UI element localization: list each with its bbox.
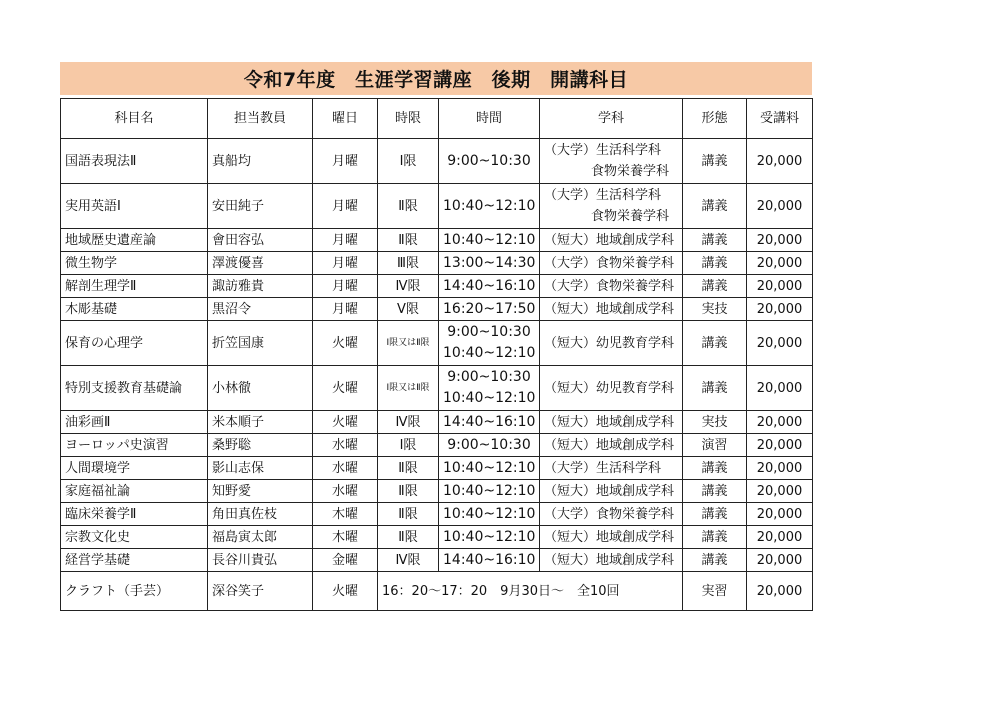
col-header-day: 曜日 bbox=[313, 99, 378, 139]
dept-value: （短大）地域創成学科 bbox=[544, 552, 675, 568]
form-cell: 講義 bbox=[683, 457, 747, 480]
dept-value: （大学）生活科学科 bbox=[544, 460, 662, 476]
time-cell bbox=[439, 252, 540, 275]
day-cell: 木曜 bbox=[313, 503, 378, 526]
time-value: 13:00~14:30 bbox=[443, 254, 536, 271]
table-row bbox=[61, 184, 813, 229]
time-value: 10:40~12:10 bbox=[443, 231, 536, 248]
subject-cell: 国語表現法Ⅱ bbox=[61, 139, 208, 184]
time-value: 10:40~12:10 bbox=[443, 528, 536, 545]
time-value: 10:40~12:10 bbox=[443, 459, 536, 476]
period-cell: Ⅲ限 bbox=[378, 252, 439, 275]
period-cell: Ⅰ限 bbox=[378, 434, 439, 457]
dept-value: （短大）地域創成学科 bbox=[544, 437, 675, 453]
dept-cell bbox=[540, 139, 683, 184]
period-cell: Ⅰ限 bbox=[378, 139, 439, 184]
time-value: 14:40~16:10 bbox=[443, 277, 536, 294]
teacher-cell: 長谷川貴弘 bbox=[208, 549, 313, 572]
col-header-teacher: 担当教員 bbox=[208, 99, 313, 139]
form-cell: 実技 bbox=[683, 411, 747, 434]
dept-value: （短大）地域創成学科 bbox=[544, 301, 675, 317]
time-value: 9:00~10:30 bbox=[447, 436, 531, 453]
col-header-form: 形態 bbox=[683, 99, 747, 139]
subject-cell: 特別支援教育基礎論 bbox=[61, 366, 208, 411]
subject-cell: 人間環境学 bbox=[61, 457, 208, 480]
time-value: 10:40~12:10 bbox=[443, 390, 536, 406]
teacher-cell: 角田真佐枝 bbox=[208, 503, 313, 526]
teacher-cell: 米本順子 bbox=[208, 411, 313, 434]
fee-cell: 20,000 bbox=[747, 229, 813, 252]
dept-cell bbox=[540, 503, 683, 526]
dept-cell bbox=[540, 526, 683, 549]
time-cell bbox=[439, 139, 540, 184]
day-cell: 水曜 bbox=[313, 434, 378, 457]
dept-cell bbox=[540, 457, 683, 480]
time-cell bbox=[439, 321, 540, 366]
col-header-time: 時間 bbox=[439, 99, 540, 139]
period-cell: Ⅱ限 bbox=[378, 184, 439, 229]
time-cell bbox=[439, 480, 540, 503]
day-cell: 金曜 bbox=[313, 549, 378, 572]
fee-cell: 20,000 bbox=[747, 139, 813, 184]
dept-value: （短大）地域創成学科 bbox=[544, 414, 675, 430]
time-cell bbox=[439, 434, 540, 457]
course-table bbox=[60, 98, 813, 611]
time-value: 16:20~17:50 bbox=[443, 300, 536, 317]
table-row bbox=[61, 434, 813, 457]
teacher-cell: 深谷笑子 bbox=[208, 572, 313, 611]
day-cell: 月曜 bbox=[313, 229, 378, 252]
form-cell: 実習 bbox=[683, 572, 747, 611]
teacher-cell: 折笠国康 bbox=[208, 321, 313, 366]
form-cell: 講義 bbox=[683, 549, 747, 572]
table-row bbox=[61, 321, 813, 366]
dept-cell bbox=[540, 411, 683, 434]
teacher-cell: 真船均 bbox=[208, 139, 313, 184]
time-value: 10:40~12:10 bbox=[443, 505, 536, 522]
period-cell: Ⅱ限 bbox=[378, 526, 439, 549]
form-cell: 講義 bbox=[683, 184, 747, 229]
fee-cell: 20,000 bbox=[747, 434, 813, 457]
subject-cell: 実用英語Ⅰ bbox=[61, 184, 208, 229]
dept-value: 食物栄養学科 bbox=[591, 164, 670, 179]
period-cell: Ⅱ限 bbox=[378, 229, 439, 252]
fee-cell: 20,000 bbox=[747, 321, 813, 366]
day-cell: 月曜 bbox=[313, 184, 378, 229]
fee-cell: 20,000 bbox=[747, 298, 813, 321]
form-cell: 実技 bbox=[683, 298, 747, 321]
form-cell: 講義 bbox=[683, 480, 747, 503]
dept-value: （短大）幼児教育学科 bbox=[544, 380, 675, 396]
dept-value: 食物栄養学科 bbox=[591, 209, 670, 224]
time-value: 14:40~16:10 bbox=[443, 413, 536, 430]
table-row bbox=[61, 549, 813, 572]
dept-value: （大学）生活科学科 bbox=[544, 143, 662, 158]
day-cell: 月曜 bbox=[313, 298, 378, 321]
teacher-cell: 影山志保 bbox=[208, 457, 313, 480]
day-cell: 月曜 bbox=[313, 252, 378, 275]
time-cell bbox=[439, 457, 540, 480]
time-value: 9:00~10:30 bbox=[447, 369, 531, 385]
subject-cell: 微生物学 bbox=[61, 252, 208, 275]
form-cell: 講義 bbox=[683, 139, 747, 184]
header-row bbox=[61, 99, 813, 139]
day-cell: 月曜 bbox=[313, 139, 378, 184]
teacher-cell: 安田純子 bbox=[208, 184, 313, 229]
dept-value: （大学）食物栄養学科 bbox=[544, 278, 675, 294]
day-cell: 水曜 bbox=[313, 480, 378, 503]
period-cell: Ⅳ限 bbox=[378, 549, 439, 572]
day-cell: 木曜 bbox=[313, 526, 378, 549]
dept-cell bbox=[540, 549, 683, 572]
subject-cell: 経営学基礎 bbox=[61, 549, 208, 572]
time-value: 10:40~12:10 bbox=[443, 197, 536, 214]
time-cell bbox=[439, 298, 540, 321]
fee-cell: 20,000 bbox=[747, 526, 813, 549]
time-value: 10:40~12:10 bbox=[443, 345, 536, 361]
period-cell: Ⅱ限 bbox=[378, 457, 439, 480]
dept-value: （大学）食物栄養学科 bbox=[544, 255, 675, 271]
dept-value: （短大）地域創成学科 bbox=[544, 529, 675, 545]
day-cell: 月曜 bbox=[313, 275, 378, 298]
fee-cell: 20,000 bbox=[747, 572, 813, 611]
form-cell: 講義 bbox=[683, 275, 747, 298]
subject-cell: 木彫基礎 bbox=[61, 298, 208, 321]
subject-cell: 解剖生理学Ⅱ bbox=[61, 275, 208, 298]
teacher-cell: 福島寅太郎 bbox=[208, 526, 313, 549]
table-row bbox=[61, 275, 813, 298]
dept-cell bbox=[540, 321, 683, 366]
col-header-fee: 受講料 bbox=[747, 99, 813, 139]
day-cell: 火曜 bbox=[313, 366, 378, 411]
form-cell: 講義 bbox=[683, 526, 747, 549]
dept-value: （短大）地域創成学科 bbox=[544, 483, 675, 499]
page-title: 令和7年度 生涯学習講座 後期 開講科目 bbox=[60, 62, 812, 95]
time-cell bbox=[439, 366, 540, 411]
table-row bbox=[61, 526, 813, 549]
col-header-dept: 学科 bbox=[540, 99, 683, 139]
dept-value: （大学）生活科学科 bbox=[544, 188, 662, 203]
form-cell: 講義 bbox=[683, 252, 747, 275]
subject-cell: クラフト（手芸） bbox=[61, 572, 208, 611]
time-cell bbox=[439, 411, 540, 434]
dept-value: （大学）食物栄養学科 bbox=[544, 506, 675, 522]
teacher-cell: 小林徹 bbox=[208, 366, 313, 411]
time-value: 9:00~10:30 bbox=[447, 152, 531, 169]
fee-cell: 20,000 bbox=[747, 503, 813, 526]
dept-value: （短大）地域創成学科 bbox=[544, 232, 675, 248]
day-cell: 火曜 bbox=[313, 411, 378, 434]
subject-cell: 保育の心理学 bbox=[61, 321, 208, 366]
day-cell: 火曜 bbox=[313, 572, 378, 611]
fee-cell: 20,000 bbox=[747, 457, 813, 480]
period-cell: Ⅰ限又はⅡ限 bbox=[378, 366, 439, 411]
fee-cell: 20,000 bbox=[747, 549, 813, 572]
col-header-subject: 科目名 bbox=[61, 99, 208, 139]
subject-cell: 臨床栄養学Ⅱ bbox=[61, 503, 208, 526]
dept-cell bbox=[540, 229, 683, 252]
time-value: 14:40~16:10 bbox=[443, 551, 536, 568]
fee-cell: 20,000 bbox=[747, 480, 813, 503]
time-cell bbox=[439, 526, 540, 549]
subject-cell: 家庭福祉論 bbox=[61, 480, 208, 503]
dept-cell bbox=[540, 434, 683, 457]
period-cell: Ⅳ限 bbox=[378, 411, 439, 434]
table-row bbox=[61, 229, 813, 252]
time-cell bbox=[439, 503, 540, 526]
time-cell bbox=[439, 184, 540, 229]
dept-value: （短大）幼児教育学科 bbox=[544, 335, 675, 351]
dept-cell bbox=[540, 184, 683, 229]
table-row bbox=[61, 411, 813, 434]
period-cell: Ⅳ限 bbox=[378, 275, 439, 298]
teacher-cell: 會田容弘 bbox=[208, 229, 313, 252]
form-cell: 講義 bbox=[683, 503, 747, 526]
dept-cell bbox=[540, 298, 683, 321]
time-cell bbox=[439, 275, 540, 298]
dept-cell bbox=[540, 275, 683, 298]
time-cell bbox=[439, 549, 540, 572]
fee-cell: 20,000 bbox=[747, 252, 813, 275]
table-row bbox=[61, 503, 813, 526]
time-cell bbox=[439, 229, 540, 252]
fee-cell: 20,000 bbox=[747, 275, 813, 298]
teacher-cell: 桑野聡 bbox=[208, 434, 313, 457]
period-cell: Ⅰ限又はⅡ限 bbox=[378, 321, 439, 366]
period-cell: Ⅱ限 bbox=[378, 503, 439, 526]
table-row bbox=[61, 457, 813, 480]
table-row bbox=[61, 139, 813, 184]
schedule-note-cell: 16：20～17：20 9月30日～ 全10回 bbox=[378, 572, 683, 611]
form-cell: 演習 bbox=[683, 434, 747, 457]
teacher-cell: 知野愛 bbox=[208, 480, 313, 503]
period-cell: Ⅱ限 bbox=[378, 480, 439, 503]
fee-cell: 20,000 bbox=[747, 184, 813, 229]
fee-cell: 20,000 bbox=[747, 366, 813, 411]
time-value: 10:40~12:10 bbox=[443, 482, 536, 499]
teacher-cell: 諏訪雅貴 bbox=[208, 275, 313, 298]
period-cell: Ⅴ限 bbox=[378, 298, 439, 321]
fee-cell: 20,000 bbox=[747, 411, 813, 434]
dept-cell bbox=[540, 366, 683, 411]
form-cell: 講義 bbox=[683, 229, 747, 252]
col-header-period: 時限 bbox=[378, 99, 439, 139]
form-cell: 講義 bbox=[683, 321, 747, 366]
table-row bbox=[61, 366, 813, 411]
table-row-craft bbox=[61, 572, 813, 611]
table-row bbox=[61, 298, 813, 321]
teacher-cell: 澤渡優喜 bbox=[208, 252, 313, 275]
subject-cell: 油彩画Ⅱ bbox=[61, 411, 208, 434]
subject-cell: 地域歴史遺産論 bbox=[61, 229, 208, 252]
day-cell: 水曜 bbox=[313, 457, 378, 480]
table-row bbox=[61, 252, 813, 275]
subject-cell: 宗教文化史 bbox=[61, 526, 208, 549]
table-row bbox=[61, 480, 813, 503]
subject-cell: ヨーロッパ史演習 bbox=[61, 434, 208, 457]
teacher-cell: 黒沼令 bbox=[208, 298, 313, 321]
form-cell: 講義 bbox=[683, 366, 747, 411]
time-value: 9:00~10:30 bbox=[447, 324, 531, 340]
day-cell: 火曜 bbox=[313, 321, 378, 366]
dept-cell bbox=[540, 252, 683, 275]
dept-cell bbox=[540, 480, 683, 503]
